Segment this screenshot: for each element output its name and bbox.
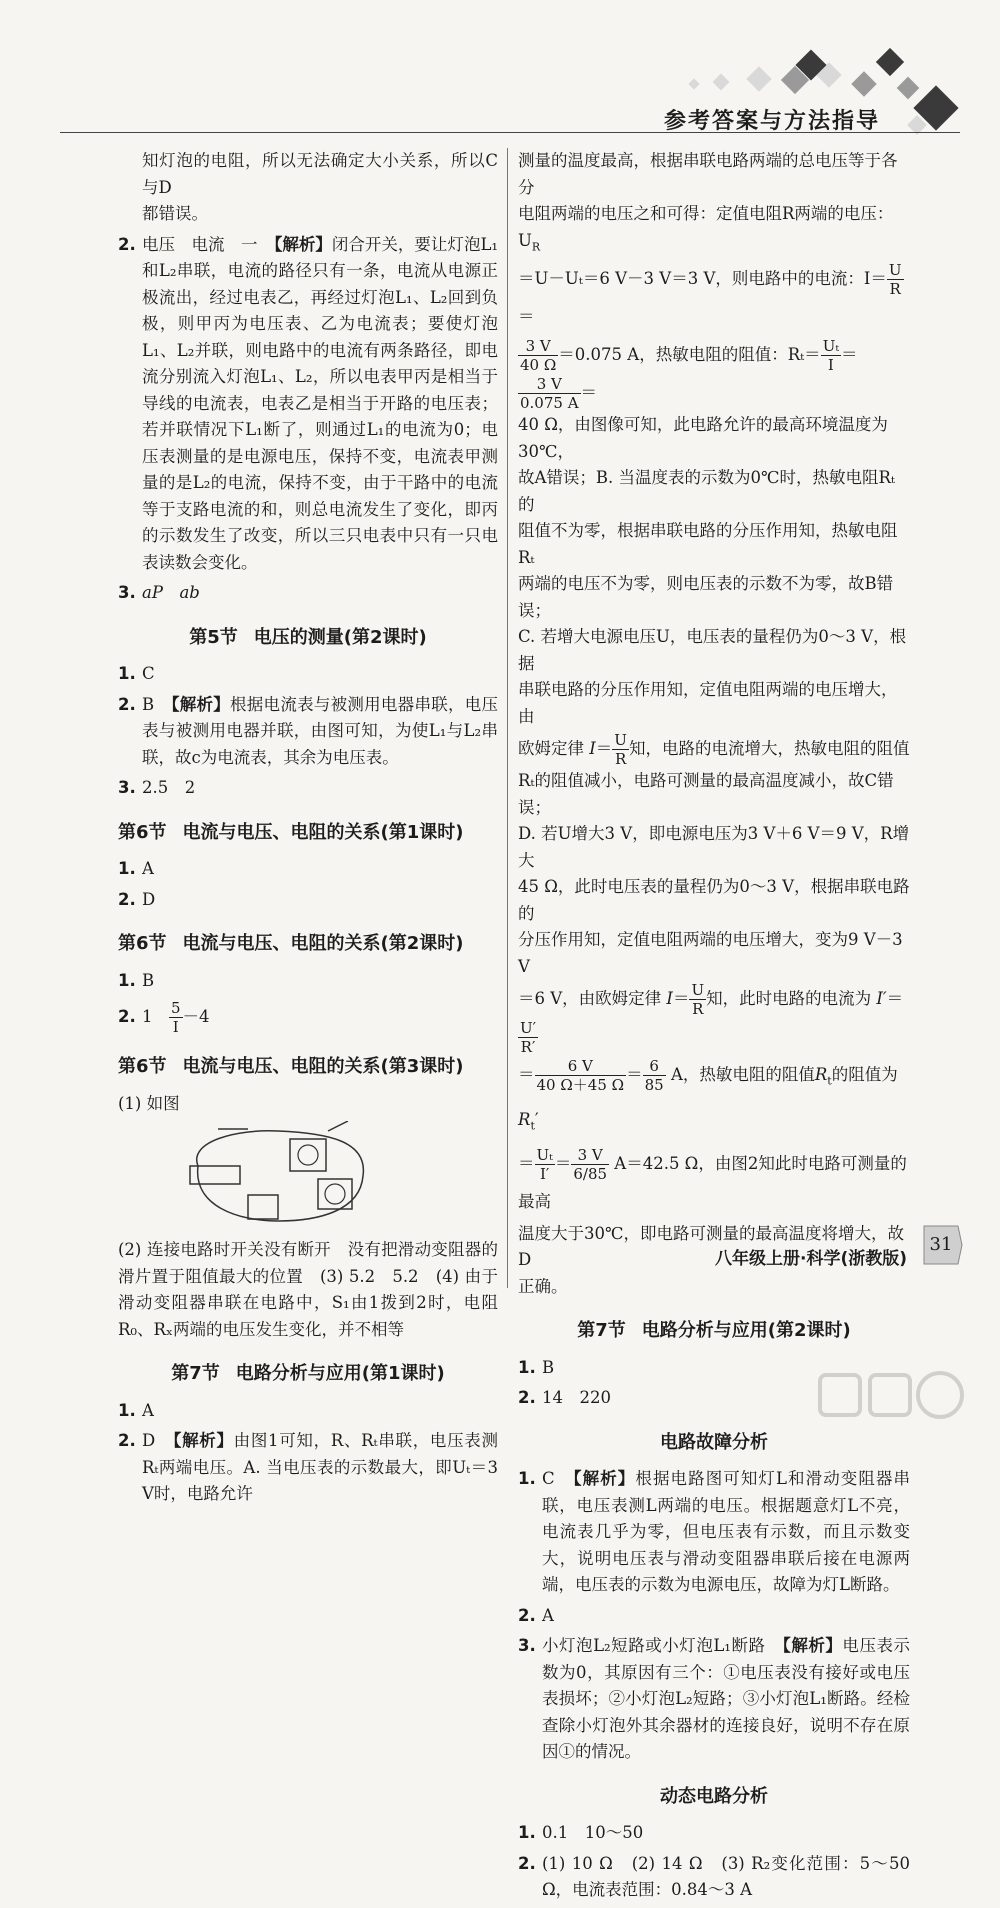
item-number: 2.	[118, 234, 136, 254]
book-title: 八年级上册·科学(浙教版)	[715, 1249, 907, 1269]
text-line: Rₜ的阻值减小，电路可测量的最高温度减小，故C错误；	[518, 771, 894, 817]
answer-item: 1. B	[518, 1357, 555, 1377]
text-line: ＝U－Uₜ＝6 V－3 V＝3 V，则电路中的电流：I＝ $\frac{U}{R}$ ＝	[518, 261, 902, 327]
text-line: ＝ $\frac{6 V}{40 \Omega+45 \Omega}$ ＝ $\frac{6}{85}$ A，热敏电阻的阻值$R_t$的阻值为$R_t'$	[518, 1057, 898, 1132]
item-number: 3.	[118, 583, 136, 602]
answer-text: (2) 连接电路时开关没有断开 没有把滑动变阻器的滑片置于阻值最大的位置 (3) 5.2 5.2 (4) 由于滑动变阻器串联在电路中，S₁由1拨到2时，电阻R₀、Rₓ两端的电压发生变化，并不相等	[118, 1240, 498, 1339]
section-heading: 电路故障分析	[660, 1431, 768, 1453]
answer-item: 2. D	[118, 889, 156, 909]
text-line: 欧姆定律 I＝ $\frac{U}{R}$ 知，电路的电流增大，热敏电阻的阻值	[518, 731, 910, 769]
answer-item: 2. B 【解析】根据电流表与被测用电器串联，电压表与被测用电器并联，由图可知，为使L₁与L₂串联，故c为电流表，其余为电压表。	[118, 694, 499, 767]
left-column	[118, 148, 498, 1512]
answer-item: 1. C 【解析】根据电路图可知灯L和滑动变阻器串联，电压表测L两端的电压。根据题意灯L不亮，电流表几乎为零，但电压表有示数，而且示数变大，说明电压表与滑动变阻器串联后接在电源两端，电压表的示数为电源电压，故障为灯L断路。	[518, 1469, 911, 1595]
answer-item: 1. C	[118, 664, 155, 683]
answer-item: 2. A	[518, 1605, 554, 1625]
analysis-label: 【解析】	[274, 234, 332, 254]
text-line: $\frac{3 V}{40 \Omega}$ ＝0.075 A，热敏电阻的阻值：Rₜ＝ $\frac{\text{Uₜ}}{I}$ ＝ $\frac{3 V}{0.075 A}$ ＝	[520, 337, 858, 413]
section-heading: 动态电路分析	[660, 1785, 768, 1807]
header-rule	[60, 132, 960, 133]
section-heading: 第6节 电流与电压、电阻的关系(第2课时)	[118, 933, 464, 954]
section-heading: 第6节 电流与电压、电阻的关系(第3课时)	[118, 1056, 464, 1077]
answer-text: aP ab	[142, 583, 200, 602]
analysis-text: 闭合开关，要让灯泡L₁和L₂串联，电流的路径只有一条，电流从电源正极流出，经过电表乙，再经过灯泡L₁、L₂回到负极，则甲丙为电压表、乙为电流表；要使灯泡L₁、L₂并联，则电路中的电流有两条路径，即电流分别流入灯泡L₁、L₂，所以电表甲丙是相当于导线的电流表，电表乙是相当于开路的电压表；若并联情况下L₁断了，则通过L₁的电流为0；电压表测量的是电源电压，保持不变，电流表甲测量的是L₂的电流，保持不变，由于干路中的电流等于支路电流的和，则总电流发生了变化，即丙的示数发生了改变，所以三只电表中只有一只电表读数会变化。	[142, 234, 499, 572]
circuit-diagram-icon	[178, 1121, 378, 1231]
right-column	[518, 148, 910, 1908]
answer-item	[118, 232, 498, 577]
text-line: 电阻两端的电压之和可得：定值电阻R两端的电压：$U_R$	[518, 204, 894, 253]
section-heading: 第7节 电路分析与应用(第1课时)	[171, 1363, 445, 1384]
text-line: 45 Ω，此时电压表的量程仍为0～3 V，根据串联电路的	[518, 877, 910, 923]
text-line: 测量的温度最高，根据串联电路两端的总电压等于各分	[518, 151, 898, 197]
column-divider	[507, 148, 508, 1288]
section-heading: 第7节 电路分析与应用(第2课时)	[577, 1320, 851, 1342]
answer-text: (1) 如图	[118, 1093, 180, 1113]
fraction: $\frac{5}{I}$	[171, 999, 181, 1036]
section-heading: 第5节 电压的测量(第2课时)	[189, 626, 427, 648]
answer-item: 3. 小灯泡L₂短路或小灯泡L₁断路 【解析】电压表示数为0，其原因有三个：①电压表没有接好或电压表损坏；②小灯泡L₂短路；③小灯泡L₁断路。经检查除小灯泡外其余器材的连接良好，说明不存在原因①的情况。	[518, 1636, 911, 1762]
answer-item: 2. 14 220	[518, 1388, 611, 1408]
text-line: 串联电路的分压作用知，定值电阻两端的电压增大，由	[518, 680, 898, 726]
text-line: C. 若增大电源电压U，电压表的量程仍为0～3 V，根据	[518, 627, 907, 673]
text-line: 分压作用知，定值电阻两端的电压增大，变为9 V－3 V	[518, 930, 903, 976]
text-line: 40 Ω，由图像可知，此电路允许的最高环境温度为30℃，	[518, 415, 888, 461]
answer-item: 1. 0.1 10～50	[518, 1823, 644, 1843]
text-line: 正确。	[518, 1276, 568, 1296]
answer-item: 3. 2.5 2	[118, 778, 196, 797]
text-line: 知灯泡的电阻，所以无法确定大小关系，所以C与D	[142, 151, 498, 197]
answer-text: 电压 电流 一	[142, 234, 258, 254]
header-title: 参考答案与方法指导	[663, 109, 880, 134]
answer-item	[118, 580, 498, 607]
page-number: 31	[929, 1234, 953, 1255]
text-line: ＝6 V，由欧姆定律 I＝ $\frac{U}{R}$ 知，此时电路的电流为 I′＝ $\frac{U'}{R'}$	[518, 981, 904, 1057]
text-line: 故A错误；B. 当温度表的示数为0℃时，热敏电阻Rₜ的	[518, 468, 895, 514]
text-line: 两端的电压不为零，则电压表的示数不为零，故B错误；	[518, 574, 894, 620]
answer-item: 1. A	[118, 1400, 154, 1420]
answer-item: 1. B	[118, 970, 155, 990]
answer-item: 1. A	[118, 859, 154, 878]
text-line: 都错误。	[142, 204, 208, 223]
answer-item: 2. D 【解析】由图1可知，R、Rₜ串联，电压表测Rₜ两端电压。A. 当电压表的示数最大，即Uₜ＝3 V时，电路允许	[118, 1431, 498, 1503]
text-line: D. 若U增大3 V，即电源电压为3 V＋6 V＝9 V，R增大	[518, 824, 910, 870]
text-line: 阻值不为零，根据串联电路的分压作用知，热敏电阻Rₜ	[518, 521, 898, 567]
text-line: 温度大于30℃，即电路可测量的最高温度将增大，故D	[518, 1223, 904, 1270]
answer-item: 2. (1) 10 Ω (2) 14 Ω (3) R₂变化范围：5～50 Ω，电流表范围：0.84～3 A	[518, 1853, 910, 1900]
answer-item: 2. 1 $\frac{5}{I}$ －4	[118, 999, 210, 1036]
watermark-logo-icon	[810, 1365, 980, 1465]
text-line: ＝ $\frac{\text{Uₜ}}{I'}$ ＝ $\frac{3 V}{6/85}$ A＝42.5 Ω，由图2知此时电路可测量的最高	[518, 1145, 907, 1211]
section-heading: 第6节 电流与电压、电阻的关系(第1课时)	[118, 821, 464, 843]
